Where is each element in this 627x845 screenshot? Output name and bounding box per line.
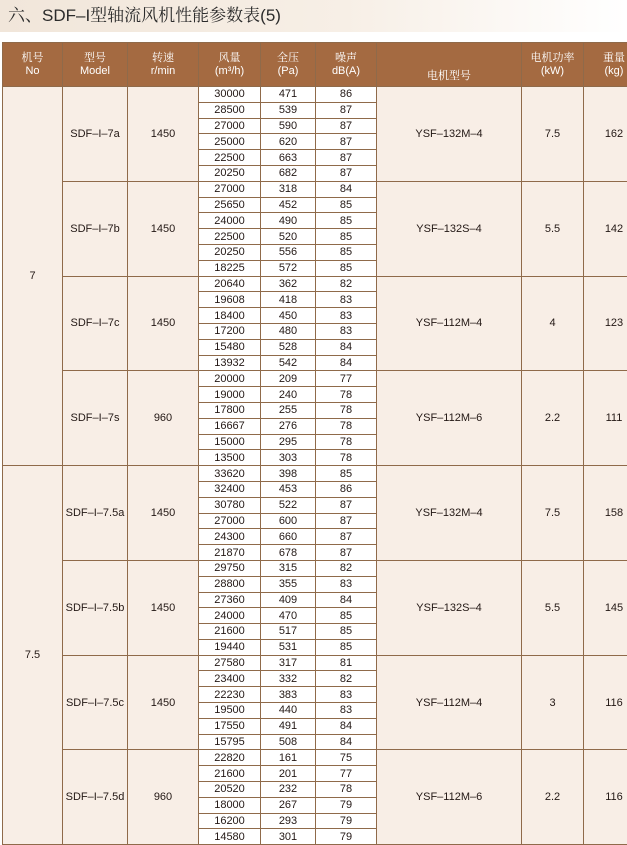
- table-row: [3, 466, 627, 482]
- pressure-cell: 682: [261, 165, 316, 181]
- noise-cell: 87: [316, 102, 377, 118]
- noise-cell: 87: [316, 529, 377, 545]
- airflow-cell: 28800: [199, 576, 261, 592]
- pressure-cell: 520: [261, 229, 316, 245]
- weight-cell: 142: [584, 181, 627, 276]
- noise-cell: 79: [316, 813, 377, 829]
- pressure-cell: 660: [261, 529, 316, 545]
- pressure-cell: 450: [261, 308, 316, 324]
- power-cell: 4: [522, 276, 584, 371]
- pressure-cell: 255: [261, 402, 316, 418]
- pressure-cell: 490: [261, 213, 316, 229]
- noise-cell: 83: [316, 703, 377, 719]
- noise-cell: 77: [316, 766, 377, 782]
- pressure-cell: 355: [261, 576, 316, 592]
- airflow-cell: 16200: [199, 813, 261, 829]
- noise-cell: 78: [316, 387, 377, 403]
- airflow-cell: 25000: [199, 134, 261, 150]
- noise-cell: 83: [316, 323, 377, 339]
- power-cell: 7.5: [522, 466, 584, 561]
- airflow-cell: 22230: [199, 687, 261, 703]
- table-body: [3, 87, 627, 845]
- noise-cell: 85: [316, 244, 377, 260]
- pressure-cell: 317: [261, 655, 316, 671]
- power-cell: 7.5: [522, 87, 584, 182]
- pressure-cell: 295: [261, 434, 316, 450]
- pressure-cell: 539: [261, 102, 316, 118]
- noise-cell: 83: [316, 308, 377, 324]
- airflow-cell: 24300: [199, 529, 261, 545]
- model-cell: SDF–I–7.5d: [63, 750, 128, 845]
- airflow-cell: 13500: [199, 450, 261, 466]
- noise-cell: 79: [316, 829, 377, 845]
- noise-cell: 85: [316, 213, 377, 229]
- noise-cell: 81: [316, 655, 377, 671]
- weight-cell: 123: [584, 276, 627, 371]
- pressure-cell: 201: [261, 766, 316, 782]
- airflow-cell: 19500: [199, 703, 261, 719]
- table-row: [3, 276, 627, 292]
- noise-cell: 87: [316, 134, 377, 150]
- power-cell: 5.5: [522, 560, 584, 655]
- airflow-cell: 27000: [199, 118, 261, 134]
- pressure-cell: 267: [261, 797, 316, 813]
- pressure-cell: 471: [261, 87, 316, 103]
- noise-cell: 83: [316, 576, 377, 592]
- airflow-cell: 18000: [199, 797, 261, 813]
- pressure-cell: 531: [261, 639, 316, 655]
- model-cell: SDF–I–7.5a: [63, 466, 128, 561]
- pressure-cell: 409: [261, 592, 316, 608]
- power-cell: 2.2: [522, 371, 584, 466]
- noise-cell: 87: [316, 150, 377, 166]
- noise-cell: 82: [316, 560, 377, 576]
- noise-cell: 83: [316, 292, 377, 308]
- noise-cell: 86: [316, 481, 377, 497]
- fan-performance-table: [2, 42, 627, 845]
- airflow-cell: 29750: [199, 560, 261, 576]
- airflow-cell: 19608: [199, 292, 261, 308]
- airflow-cell: 33620: [199, 466, 261, 482]
- header-airflow: 风量 (m³/h): [199, 43, 261, 87]
- noise-cell: 84: [316, 355, 377, 371]
- pressure-cell: 517: [261, 624, 316, 640]
- airflow-cell: 21870: [199, 545, 261, 561]
- header-pressure: 全压 (Pa): [261, 43, 316, 87]
- noise-cell: 86: [316, 87, 377, 103]
- airflow-cell: 21600: [199, 766, 261, 782]
- airflow-cell: 24000: [199, 608, 261, 624]
- power-cell: 3: [522, 655, 584, 750]
- airflow-cell: 28500: [199, 102, 261, 118]
- airflow-cell: 27000: [199, 513, 261, 529]
- weight-cell: 162: [584, 87, 627, 182]
- motor-cell: YSF–132M–4: [377, 466, 522, 561]
- pressure-cell: 452: [261, 197, 316, 213]
- noise-cell: 85: [316, 639, 377, 655]
- motor-cell: YSF–112M–6: [377, 750, 522, 845]
- noise-cell: 84: [316, 592, 377, 608]
- airflow-cell: 27360: [199, 592, 261, 608]
- weight-cell: 145: [584, 560, 627, 655]
- header-power: 电机功率 (kW): [522, 43, 584, 87]
- pressure-cell: 590: [261, 118, 316, 134]
- table-row: [3, 181, 627, 197]
- noise-cell: 84: [316, 718, 377, 734]
- table-row: [3, 371, 627, 387]
- pressure-cell: 303: [261, 450, 316, 466]
- noise-cell: 85: [316, 466, 377, 482]
- pressure-cell: 508: [261, 734, 316, 750]
- airflow-cell: 20250: [199, 165, 261, 181]
- pressure-cell: 318: [261, 181, 316, 197]
- airflow-cell: 18225: [199, 260, 261, 276]
- pressure-cell: 453: [261, 481, 316, 497]
- header-model: 型号 Model: [63, 43, 128, 87]
- noise-cell: 78: [316, 782, 377, 798]
- airflow-cell: 13932: [199, 355, 261, 371]
- airflow-cell: 17800: [199, 402, 261, 418]
- airflow-cell: 15000: [199, 434, 261, 450]
- airflow-cell: 22820: [199, 750, 261, 766]
- header-motor: 电机型号: [377, 43, 522, 87]
- table-row: [3, 560, 627, 576]
- noise-cell: 87: [316, 497, 377, 513]
- pressure-cell: 315: [261, 560, 316, 576]
- airflow-cell: 20250: [199, 244, 261, 260]
- pressure-cell: 556: [261, 244, 316, 260]
- speed-cell: 1450: [128, 655, 199, 750]
- airflow-cell: 20640: [199, 276, 261, 292]
- pressure-cell: 572: [261, 260, 316, 276]
- pressure-cell: 663: [261, 150, 316, 166]
- airflow-cell: 19000: [199, 387, 261, 403]
- page-title: 六、SDF–I型轴流风机性能参数表(5): [8, 6, 281, 26]
- noise-cell: 85: [316, 624, 377, 640]
- model-cell: SDF–I–7.5b: [63, 560, 128, 655]
- pressure-cell: 209: [261, 371, 316, 387]
- motor-cell: YSF–112M–6: [377, 371, 522, 466]
- noise-cell: 85: [316, 197, 377, 213]
- speed-cell: 960: [128, 750, 199, 845]
- pressure-cell: 332: [261, 671, 316, 687]
- model-cell: SDF–I–7b: [63, 181, 128, 276]
- weight-cell: 111: [584, 371, 627, 466]
- speed-cell: 960: [128, 371, 199, 466]
- noise-cell: 82: [316, 671, 377, 687]
- airflow-cell: 17550: [199, 718, 261, 734]
- airflow-cell: 22500: [199, 150, 261, 166]
- motor-cell: YSF–132S–4: [377, 560, 522, 655]
- header-weight: 重量 (kg): [584, 43, 627, 87]
- airflow-cell: 24000: [199, 213, 261, 229]
- pressure-cell: 418: [261, 292, 316, 308]
- airflow-cell: 17200: [199, 323, 261, 339]
- pressure-cell: 620: [261, 134, 316, 150]
- noise-cell: 78: [316, 402, 377, 418]
- noise-cell: 77: [316, 371, 377, 387]
- airflow-cell: 16667: [199, 418, 261, 434]
- table-row: [3, 87, 627, 103]
- header-row: [3, 43, 627, 87]
- pressure-cell: 528: [261, 339, 316, 355]
- pressure-cell: 383: [261, 687, 316, 703]
- airflow-cell: 23400: [199, 671, 261, 687]
- pressure-cell: 542: [261, 355, 316, 371]
- pressure-cell: 362: [261, 276, 316, 292]
- noise-cell: 79: [316, 797, 377, 813]
- airflow-cell: 32400: [199, 481, 261, 497]
- motor-cell: YSF–112M–4: [377, 655, 522, 750]
- power-cell: 2.2: [522, 750, 584, 845]
- airflow-cell: 27000: [199, 181, 261, 197]
- header-noise: 噪声 dB(A): [316, 43, 377, 87]
- table-row: [3, 750, 627, 766]
- noise-cell: 85: [316, 229, 377, 245]
- airflow-cell: 19440: [199, 639, 261, 655]
- pressure-cell: 480: [261, 323, 316, 339]
- header-speed: 转速 r/min: [128, 43, 199, 87]
- noise-cell: 84: [316, 734, 377, 750]
- pressure-cell: 522: [261, 497, 316, 513]
- airflow-cell: 15480: [199, 339, 261, 355]
- noise-cell: 87: [316, 165, 377, 181]
- airflow-cell: 15795: [199, 734, 261, 750]
- speed-cell: 1450: [128, 466, 199, 561]
- noise-cell: 75: [316, 750, 377, 766]
- pressure-cell: 232: [261, 782, 316, 798]
- model-cell: SDF–I–7.5c: [63, 655, 128, 750]
- power-cell: 5.5: [522, 181, 584, 276]
- airflow-cell: 14580: [199, 829, 261, 845]
- machine-no-cell: 7.5: [3, 466, 63, 845]
- motor-cell: YSF–132S–4: [377, 181, 522, 276]
- noise-cell: 87: [316, 545, 377, 561]
- machine-no-cell: 7: [3, 87, 63, 466]
- weight-cell: 116: [584, 655, 627, 750]
- table-row: [3, 655, 627, 671]
- airflow-cell: 21600: [199, 624, 261, 640]
- airflow-cell: 25650: [199, 197, 261, 213]
- noise-cell: 83: [316, 687, 377, 703]
- pressure-cell: 240: [261, 387, 316, 403]
- noise-cell: 87: [316, 118, 377, 134]
- motor-cell: YSF–132M–4: [377, 87, 522, 182]
- noise-cell: 78: [316, 418, 377, 434]
- speed-cell: 1450: [128, 276, 199, 371]
- pressure-cell: 161: [261, 750, 316, 766]
- model-cell: SDF–I–7s: [63, 371, 128, 466]
- noise-cell: 84: [316, 339, 377, 355]
- airflow-cell: 20520: [199, 782, 261, 798]
- airflow-cell: 18400: [199, 308, 261, 324]
- pressure-cell: 276: [261, 418, 316, 434]
- model-cell: SDF–I–7c: [63, 276, 128, 371]
- noise-cell: 78: [316, 434, 377, 450]
- noise-cell: 82: [316, 276, 377, 292]
- pressure-cell: 293: [261, 813, 316, 829]
- weight-cell: 158: [584, 466, 627, 561]
- airflow-cell: 27580: [199, 655, 261, 671]
- airflow-cell: 30000: [199, 87, 261, 103]
- pressure-cell: 440: [261, 703, 316, 719]
- pressure-cell: 398: [261, 466, 316, 482]
- pressure-cell: 491: [261, 718, 316, 734]
- model-cell: SDF–I–7a: [63, 87, 128, 182]
- airflow-cell: 30780: [199, 497, 261, 513]
- pressure-cell: 470: [261, 608, 316, 624]
- speed-cell: 1450: [128, 87, 199, 182]
- pressure-cell: 678: [261, 545, 316, 561]
- motor-cell: YSF–112M–4: [377, 276, 522, 371]
- speed-cell: 1450: [128, 181, 199, 276]
- speed-cell: 1450: [128, 560, 199, 655]
- pressure-cell: 301: [261, 829, 316, 845]
- noise-cell: 87: [316, 513, 377, 529]
- pressure-cell: 600: [261, 513, 316, 529]
- noise-cell: 85: [316, 608, 377, 624]
- noise-cell: 85: [316, 260, 377, 276]
- airflow-cell: 22500: [199, 229, 261, 245]
- airflow-cell: 20000: [199, 371, 261, 387]
- noise-cell: 78: [316, 450, 377, 466]
- noise-cell: 84: [316, 181, 377, 197]
- weight-cell: 116: [584, 750, 627, 845]
- header-no: 机号 No: [3, 43, 63, 87]
